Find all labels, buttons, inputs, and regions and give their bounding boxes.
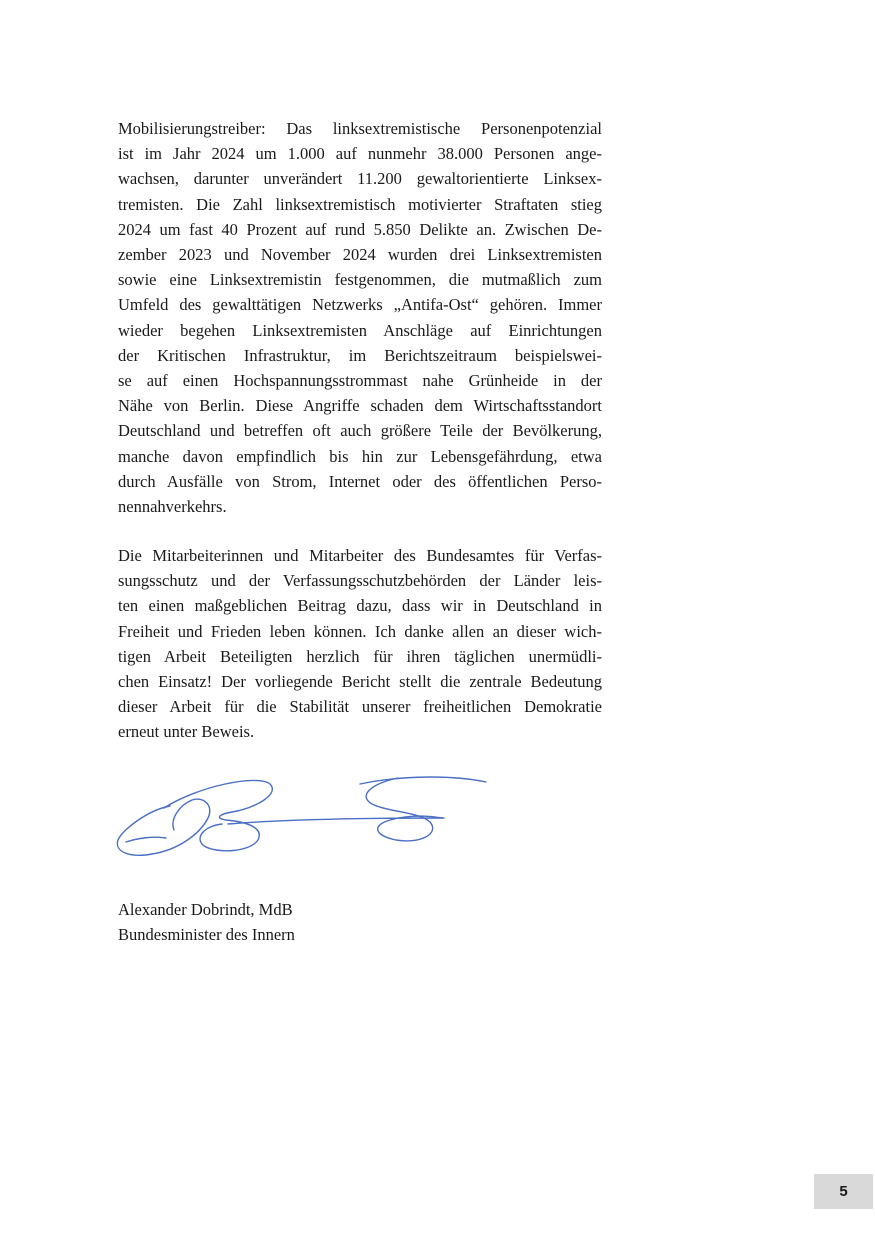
body-paragraph-1 bbox=[118, 116, 602, 519]
text-line: sowie eine Linksextremistin festgenommen, die mutmaßlich zum bbox=[118, 270, 602, 290]
text-line: der Kritischen Infrastruktur, im Berichtszeitraum beispielswei- bbox=[118, 345, 602, 365]
handwritten-signature bbox=[108, 768, 528, 868]
text-line: wieder begehen Linksextremisten Anschläge auf Einrichtungen bbox=[118, 320, 602, 340]
text-line: Freiheit und Frieden leben können. Ich danke allen an dieser wich- bbox=[118, 621, 602, 641]
text-line: ist im Jahr 2024 um 1.000 auf nunmehr 38.000 Personen ange- bbox=[118, 144, 602, 164]
signature-drawing bbox=[108, 768, 528, 868]
text-line: Deutschland und betreffen oft auch größere Teile der Bevölkerung, bbox=[118, 421, 602, 441]
text-line: Mobilisierungstreiber: Das linksextremistische Personenpotenzial bbox=[118, 119, 602, 138]
author-block bbox=[118, 897, 295, 947]
text-line: sungsschutz und der Verfassungsschutzbehörden der Länder leis- bbox=[118, 571, 602, 591]
text-line: durch Ausfälle von Strom, Internet oder des öffentlichen Perso- bbox=[118, 471, 602, 491]
page-number: 5 bbox=[839, 1183, 848, 1200]
text-line: chen Einsatz! Der vorliegende Bericht stellt die zentrale Bedeutung bbox=[118, 672, 602, 692]
body-paragraph-2 bbox=[118, 543, 602, 745]
text-line: Nähe von Berlin. Diese Angriffe schaden dem Wirtschaftsstandort bbox=[118, 396, 602, 416]
author-name: Alexander Dobrindt, MdB bbox=[118, 900, 293, 919]
page-number-box bbox=[814, 1174, 873, 1209]
text-line: dieser Arbeit für die Stabilität unserer freiheitlichen Demokratie bbox=[118, 697, 602, 717]
text-line: tremisten. Die Zahl linksextremistisch motivierter Straftaten stieg bbox=[118, 194, 602, 214]
text-line: wachsen, darunter unverändert 11.200 gewaltorientierte Linksex- bbox=[118, 169, 602, 189]
text-line: zember 2023 und November 2024 wurden drei Linksextremisten bbox=[118, 245, 602, 265]
text-line: 2024 um fast 40 Prozent auf rund 5.850 Delikte an. Zwischen De- bbox=[118, 219, 602, 239]
text-line: Die Mitarbeiterinnen und Mitarbeiter des Bundesamtes für Verfas- bbox=[118, 546, 602, 565]
text-line: manche davon empfindlich bis hin zur Lebensgefährdung, etwa bbox=[118, 446, 602, 466]
text-line: Umfeld des gewalttätigen Netzwerks „Antifa-Ost“ gehören. Immer bbox=[118, 295, 602, 315]
text-line: erneut unter Beweis. bbox=[118, 722, 255, 742]
text-line: nennahverkehrs. bbox=[118, 497, 227, 517]
text-line: se auf einen Hochspannungsstrommast nahe Grünheide in der bbox=[118, 371, 602, 391]
text-line: tigen Arbeit Beteiligten herzlich für ihren täglichen unermüdli- bbox=[118, 646, 602, 666]
text-line: ten einen maßgeblichen Beitrag dazu, dass wir in Deutschland in bbox=[118, 596, 602, 616]
author-title: Bundesminister des Innern bbox=[118, 925, 295, 944]
